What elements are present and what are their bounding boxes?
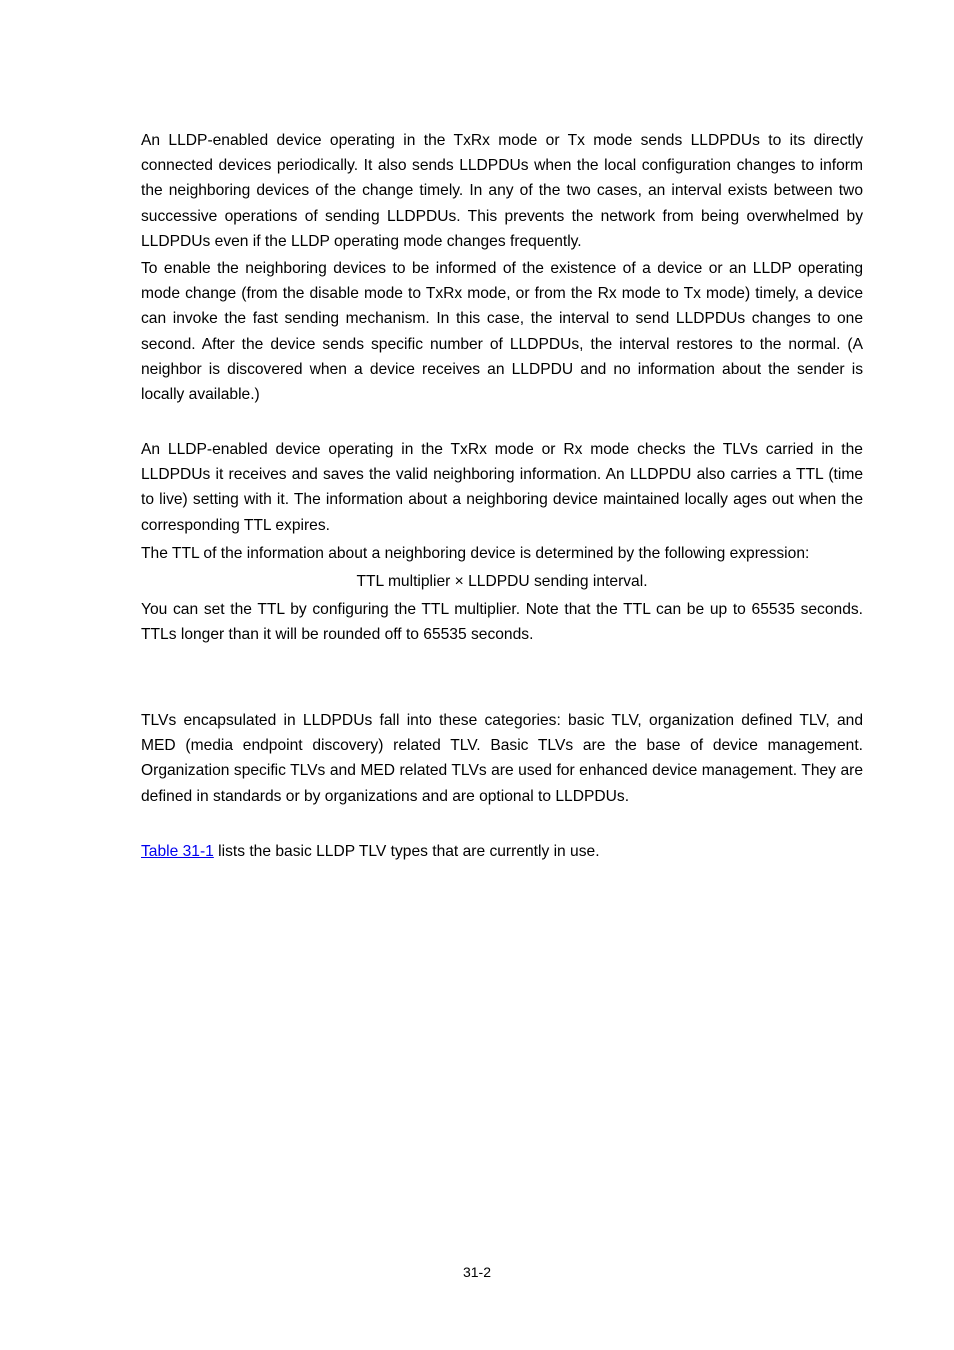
table-31-1-link[interactable]: Table 31-1 [141, 843, 214, 860]
paragraph-ttl-multiplier: You can set the TTL by configuring the TTL multiplier. Note that the TTL can be up to 65535 seconds. TTLs longer than it will be rounded off to 65535 seconds. [141, 601, 863, 644]
paragraph-lldpdu-periodic-sending: An LLDP-enabled device operating in the TxRx mode or Tx mode sends LLDPDUs to its directly connected devices periodically. It also sends LLDPDUs when the local configuration changes to inform the neighboring devices of the change timely. In any of the two cases, an interval exists between two successive operations of sending LLDPDUs. This prevents the network from being overwhelmed by LLDPDUs even if the LLDP operating mode changes frequently. [141, 132, 863, 250]
paragraph-tlv-categories: TLVs encapsulated in LLDPDUs fall into these categories: basic TLV, organization defined TLV, and MED (media endpoint discovery) related TLV. Basic TLVs are the base of device management. Organization specific TLVs and MED related TLVs are used for enhanced device management. They are defined in standards or by organizations and are optional to LLDPDUs. [141, 712, 863, 805]
ttl-formula: TTL multiplier × LLDPDU sending interval. [356, 573, 648, 590]
paragraph-table-reference [141, 839, 863, 864]
page-number: 31-2 [462, 1264, 492, 1280]
table-reference-text: lists the basic LLDP TLV types that are currently in use. [213, 843, 600, 860]
paragraph-ttl-expression-intro: The TTL of the information about a neighboring device is determined by the following expression: [141, 545, 810, 562]
paragraph-lldpdu-receiving: An LLDP-enabled device operating in the TxRx mode or Rx mode checks the TLVs carried in the LLDPDUs it receives and saves the valid neighboring information. An LLDPDU also carries a TTL (time to live) setting with it. The information about a neighboring device maintained locally ages out when the corresponding TTL expires. [141, 441, 863, 534]
paragraph-fast-sending-mechanism: To enable the neighboring devices to be informed of the existence of a device or an LLDP operating mode change (from the disable mode to TxRx mode, or from the Rx mode to Tx mode) timely, a device can invoke the fast sending mechanism. In this case, the interval to send LLDPDUs changes to one second. After the device sends specific number of LLDPDUs, the interval restores to the normal. (A neighbor is discovered when a device receives an LLDPDU and no information about the sender is locally available.) [141, 260, 863, 404]
